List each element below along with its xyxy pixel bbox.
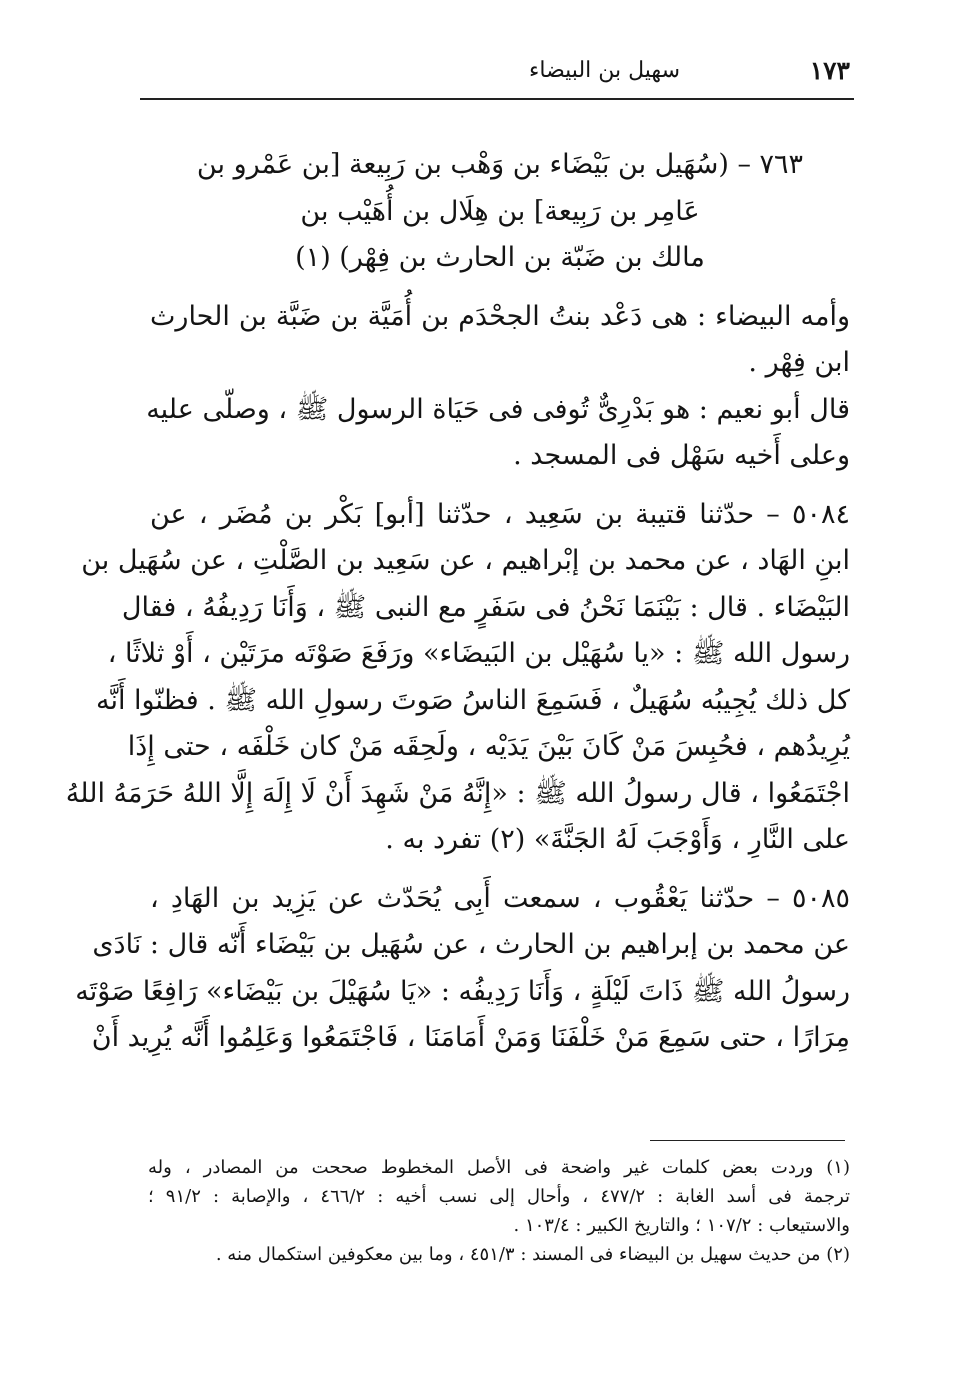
footnote-line: (١) وردت بعض كلمات غير واضحة فى الأصل المخطوط صححت من المصادر ، وله bbox=[148, 1157, 850, 1178]
text-line: كل ذلك يُجِيبُه سُهَيلٌ ، فَسَمِعَ الناسُ صَوتَ رسولِ الله ﷺ . فظنّوا أَنَّه bbox=[95, 684, 850, 716]
text-line: قال أبو نعيم : هو بَدْرِىٌّ تُوفى فى حَيَاة الرسول ﷺ ، وصلّى عليه bbox=[146, 393, 850, 425]
text-line: وأمه البيضاء : هى دَعْد بنتُ الجحْدَم بن أُمَيَّة بن ضَبَّة بن الحارث bbox=[150, 300, 850, 332]
main-text bbox=[65, 142, 850, 1062]
text-line: على النَّارِ ، وَأَوْجَبَ لَهُ الجَنَّةَ» (٢) تفرد به . bbox=[385, 824, 850, 855]
text-line: ٥٠٨٤ – حدّثنا قتيبة بن سَعِيد ، حدّثنا [أبو] بَكْر بن مُضَر ، عن bbox=[150, 498, 850, 530]
text-line: وعلى أَخيه سَهْل فى المسجد . bbox=[513, 440, 850, 471]
footnote-line: والاستيعاب : ١٠٧/٢ ؛ والتاريخ الكبير : ١٠٣/٤ . bbox=[513, 1215, 850, 1236]
text-line: عَامِر بن رَبِيعة] بن هِلَال بن أُهَيْب بن bbox=[300, 195, 700, 227]
text-line: مالك بن ضَبّة بن الحارث بن فِهْر) (١) bbox=[295, 242, 705, 273]
footnotes bbox=[148, 1153, 850, 1269]
text-line: رسول الله ﷺ : «يا سُهَيْل بن البَيضَاء» ورَفَعَ صَوْتَه مرَتَيْن ، أَوْ ثلاثًا ، bbox=[107, 638, 850, 669]
text-line: عن محمد بن إبراهيم بن الحارث ، عن سُهَيل بن بَيْضَاء أَنّه قال : نَادَى bbox=[92, 929, 850, 960]
text-line: مِرَارًا ، حتى سَمِعَ مَنْ خَلْفَنَا وَمَنْ أَمَامَنَا ، فَاجْتَمَعُوا وَعَلِمُوا أَنَّه يُرِيد أَنْ bbox=[91, 1022, 850, 1053]
text-line: ابنِ الهَاد ، عن محمد بن إبْراهيم ، عن سَعِيد بن الصَّلْتِ ، عن سُهَيل بن bbox=[81, 545, 850, 576]
text-line: ٥٠٨٥ – حدّثنا يَعْقُوب ، سمعت أَبِى يُحَدّث عن يَزِيد بن الهَادِ ، bbox=[150, 882, 850, 914]
footnote-line: (٢) من حديث سهيل بن البيضاء فى المسند : ٤٥١/٣ ، وما بين معكوفين استكمال منه . bbox=[215, 1244, 850, 1265]
text-line: ابن فِهْر . bbox=[748, 347, 850, 378]
text-line: اجْتَمَعُوا ، قال رسولُ الله ﷺ : «إِنَّهُ مَنْ شَهِدَ أَنْ لَا إِلَهَ إِلَّا اللهُ حَرَمَهُ اللهُ bbox=[65, 777, 850, 809]
header-rule bbox=[140, 98, 854, 100]
text-line: يُرِيدُهم ، فحُبِسَ مَنْ كَانَ بَيْنَ يَدَيْه ، ولَحِقَه مَنْ كان خَلْفَه ، حتى إِذَا bbox=[127, 731, 850, 762]
footnote-rule bbox=[650, 1140, 845, 1141]
text-line: ٧٦٣ – (سُهَيل بن بَيْضَاء بن وَهْب بن رَبِيعة [بن عَمْرو بن bbox=[196, 149, 804, 180]
text-line: رسولُ الله ﷺ ذَاتَ لَيْلَةٍ ، وَأَنَا رَدِيفُه : «يَا سُهَيْلَ بن بَيْضَاء» رَافِعًا صَوْتَه bbox=[75, 975, 850, 1007]
running-title: سهيل بن البيضاء bbox=[529, 58, 680, 83]
text-line: البَيْضَاء . قال : بَيْنَمَا نَحْنُ فى سَفَرٍ مع النبى ﷺ ، وَأَنَا رَدِيفُهُ ، فقال bbox=[121, 591, 850, 623]
footnote-line: ترجمة فى أسد الغابة : ٤٧٧/٢ ، وأحال إلى نسب أخيه : ٤٦٦/٢ ، والإصابة : ٩١/٢ ؛ bbox=[148, 1186, 851, 1207]
page-number: ١٧٣ bbox=[809, 56, 850, 85]
running-header bbox=[140, 56, 850, 96]
